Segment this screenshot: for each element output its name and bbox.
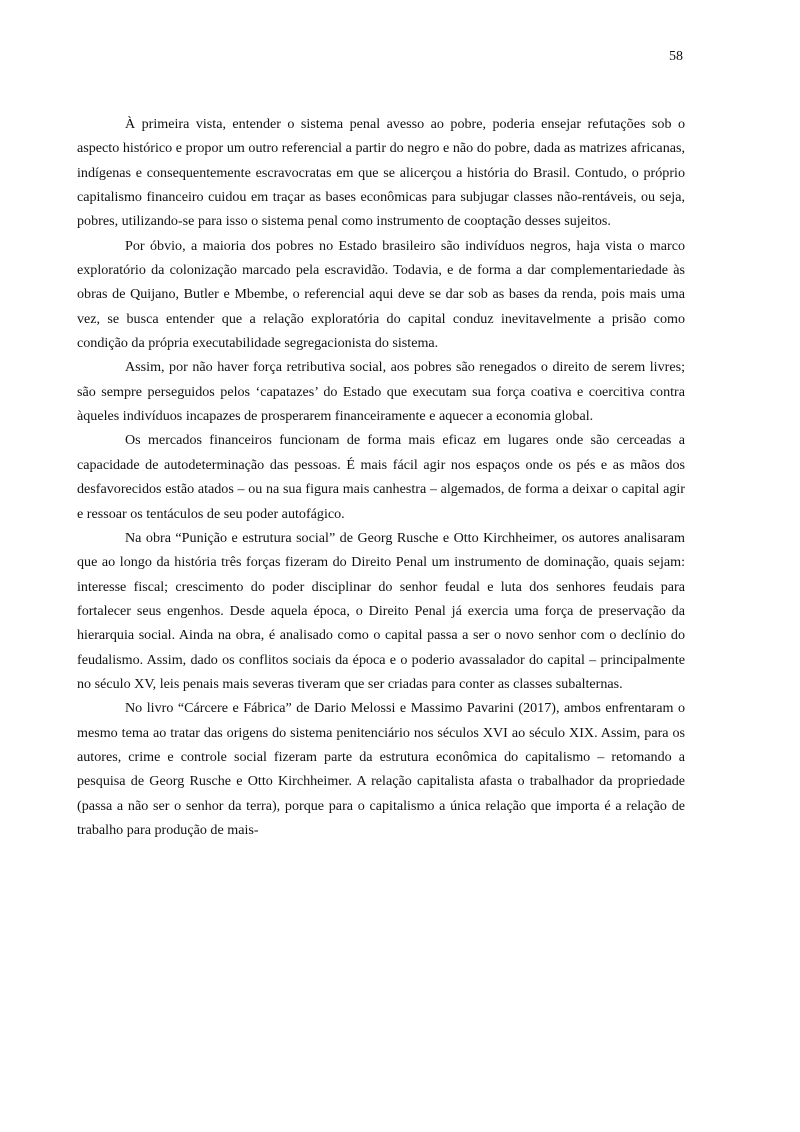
paragraph: Na obra “Punição e estrutura social” de Georg Rusche e Otto Kirchheimer, os autores analisaram que ao longo da história três forças fizeram do Direito Penal um instrumento de dominação, quais sejam: interesse fiscal; crescimento do poder disciplinar do senhor feudal e luta dos senhores feudais para fortalecer seus engenhos. Desde aquela época, o Direito Penal já exercia uma força de preservação da hierarquia social. Ainda na obra, é analisado como o capital passa a ser o novo senhor com o declínio do feudalismo. Assim, dado os conflitos sociais da época e o poderio avassalador do capital – principalmente no século XV, leis penais mais severas tiveram que ser criadas para conter as classes subalternas. [77,529,685,692]
body-text [77,112,685,842]
page-number: 58 [669,49,683,64]
paragraph: Por óbvio, a maioria dos pobres no Estado brasileiro são indivíduos negros, haja vista o marco exploratório da colonização marcado pela escravidão. Todavia, e de forma a dar complementariedade às obras de Quijano, Butler e Mbembe, o referencial aqui deve se dar sob as bases da renda, pois mais uma vez, se busca entender que a relação exploratória do capital conduz inevitavelmente a prisão como condição da própria executabilidade segregacionista do sistema. [77,237,685,352]
paragraph: No livro “Cárcere e Fábrica” de Dario Melossi e Massimo Pavarini (2017), ambos enfrentaram o mesmo tema ao tratar das origens do sistema penitenciário nos séculos XVI ao século XIX. Assim, para os autores, crime e controle social fizeram parte da estrutura econômica do capitalismo – retomando a pesquisa de Georg Rusche e Otto Kirchheimer. A relação capitalista afasta o trabalhador da propriedade (passa a não ser o senhor da terra), porque para o capitalismo a única relação que importa é a relação de trabalho para produção de mais- [77,700,685,838]
paragraph: À primeira vista, entender o sistema penal avesso ao pobre, poderia ensejar refutações sob o aspecto histórico e propor um outro referencial a partir do negro e não do pobre, dada as matrizes africanas, indígenas e consequentemente escravocratas em que se alicerçou a história do Brasil. Contudo, o próprio capitalismo financeiro cuidou em traçar as bases econômicas para subjugar classes não-rentáveis, ou seja, pobres, utilizando-se para isso o sistema penal como instrumento de cooptação desses sujeitos. [77,116,685,230]
paragraph: Assim, por não haver força retributiva social, aos pobres são renegados o direito de serem livres; são sempre perseguidos pelos ‘capatazes’ do Estado que executam sua força coativa e coercitiva contra àqueles indivíduos incapazes de prosperarem financeiramente e aquecer a economia global. [77,359,685,425]
paragraph: Os mercados financeiros funcionam de forma mais eficaz em lugares onde são cerceadas a capacidade de autodeterminação das pessoas. É mais fácil agir nos espaços onde os pés e as mãos dos desfavorecidos estão atados – ou na sua figura mais canhestra – algemados, de forma a deixar o capital agir e ressoar os tentáculos de seu poder autofágico. [77,432,685,522]
